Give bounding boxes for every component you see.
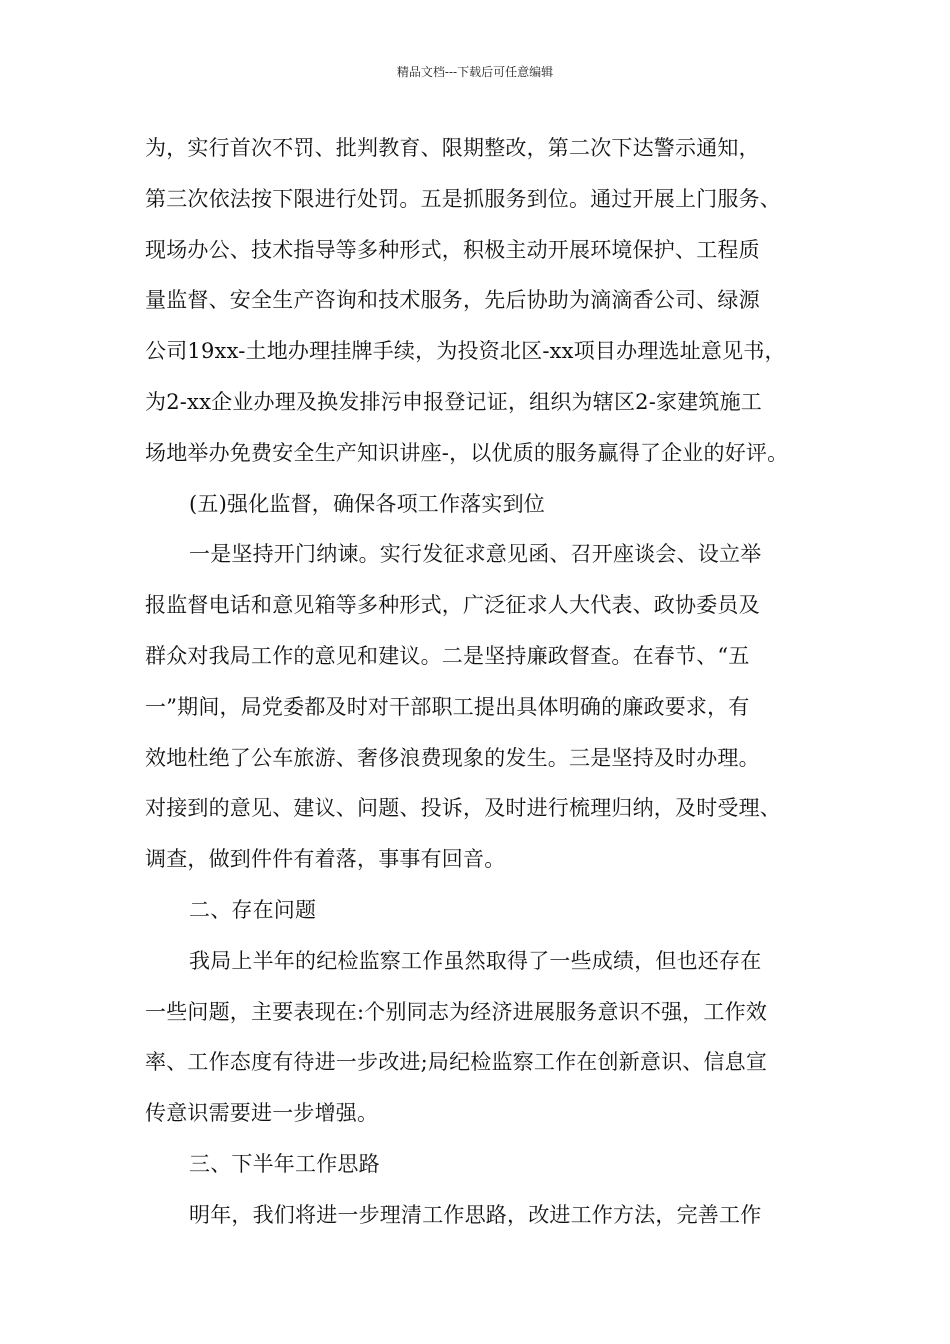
text-line: 第三次依法按下限进行处罚。五是抓服务到位。通过开展上门服务、 <box>145 186 781 211</box>
text-line: 报监督电话和意见箱等多种形式，广泛征求人大代表、政协委员及 <box>145 593 760 618</box>
section-heading: 三、下半年工作思路 <box>189 1151 380 1176</box>
text-line: 为，实行首次不罚、批判教育、限期整改，第二次下达警示通知， <box>145 136 760 160</box>
text-line: 量监督、安全生产咨询和技术服务，先后协助为滴滴香公司、绿源 <box>145 288 760 313</box>
text-line: 明年，我们将进一步理清工作思路，改进工作方法，完善工作 <box>189 1202 762 1227</box>
text-line: 调查，做到件件有着落，事事有回音。 <box>145 847 506 872</box>
text-line: 为2-xx企业办理及换发排污申报登记证，组织为辖区2-家建筑施工 <box>145 389 762 414</box>
text-line: 效地杜绝了公车旅游、奢侈浪费现象的发生。三是坚持及时办理。 <box>145 745 760 770</box>
text-line: 场地举办免费安全生产知识讲座-，以优质的服务赢得了企业的好评。 <box>145 440 789 465</box>
text-line: 对接到的意见、建议、问题、投诉，及时进行梳理归纳，及时受理、 <box>145 796 781 821</box>
text-line: 我局上半年的纪检监察工作虽然取得了一些成绩，但也还存在 <box>189 948 762 973</box>
page-header: 精品文档---下载后可任意编辑 <box>396 65 554 79</box>
text-line: 一”期间，局党委都及时对干部职工提出具体明确的廉政要求，有 <box>145 694 750 719</box>
text-line: 率、工作态度有待进一步改进;局纪检监察工作在创新意识、信息宣 <box>145 1050 768 1075</box>
text-line: 一些问题，主要表现在:个别同志为经济进展服务意识不强，工作效 <box>145 999 768 1024</box>
document-body <box>145 132 815 1250</box>
text-line: 一是坚持开门纳谏。实行发征求意见函、召开座谈会、设立举 <box>189 542 762 567</box>
text-line: 现场办公、技术指导等多种形式，积极主动开展环境保护、工程质 <box>145 237 760 262</box>
text-line: 公司19xx-土地办理挂牌手续，为投资北区-xx项目办理选址意见书， <box>145 339 786 364</box>
section-heading: (五)强化监督，确保各项工作落实到位 <box>189 491 545 516</box>
text-line: 传意识需要进一步增强。 <box>145 1101 379 1126</box>
text-line: 群众对我局工作的意见和建议。二是坚持廉政督查。在春节、“五 <box>145 643 750 668</box>
section-heading: 二、存在问题 <box>189 897 317 922</box>
